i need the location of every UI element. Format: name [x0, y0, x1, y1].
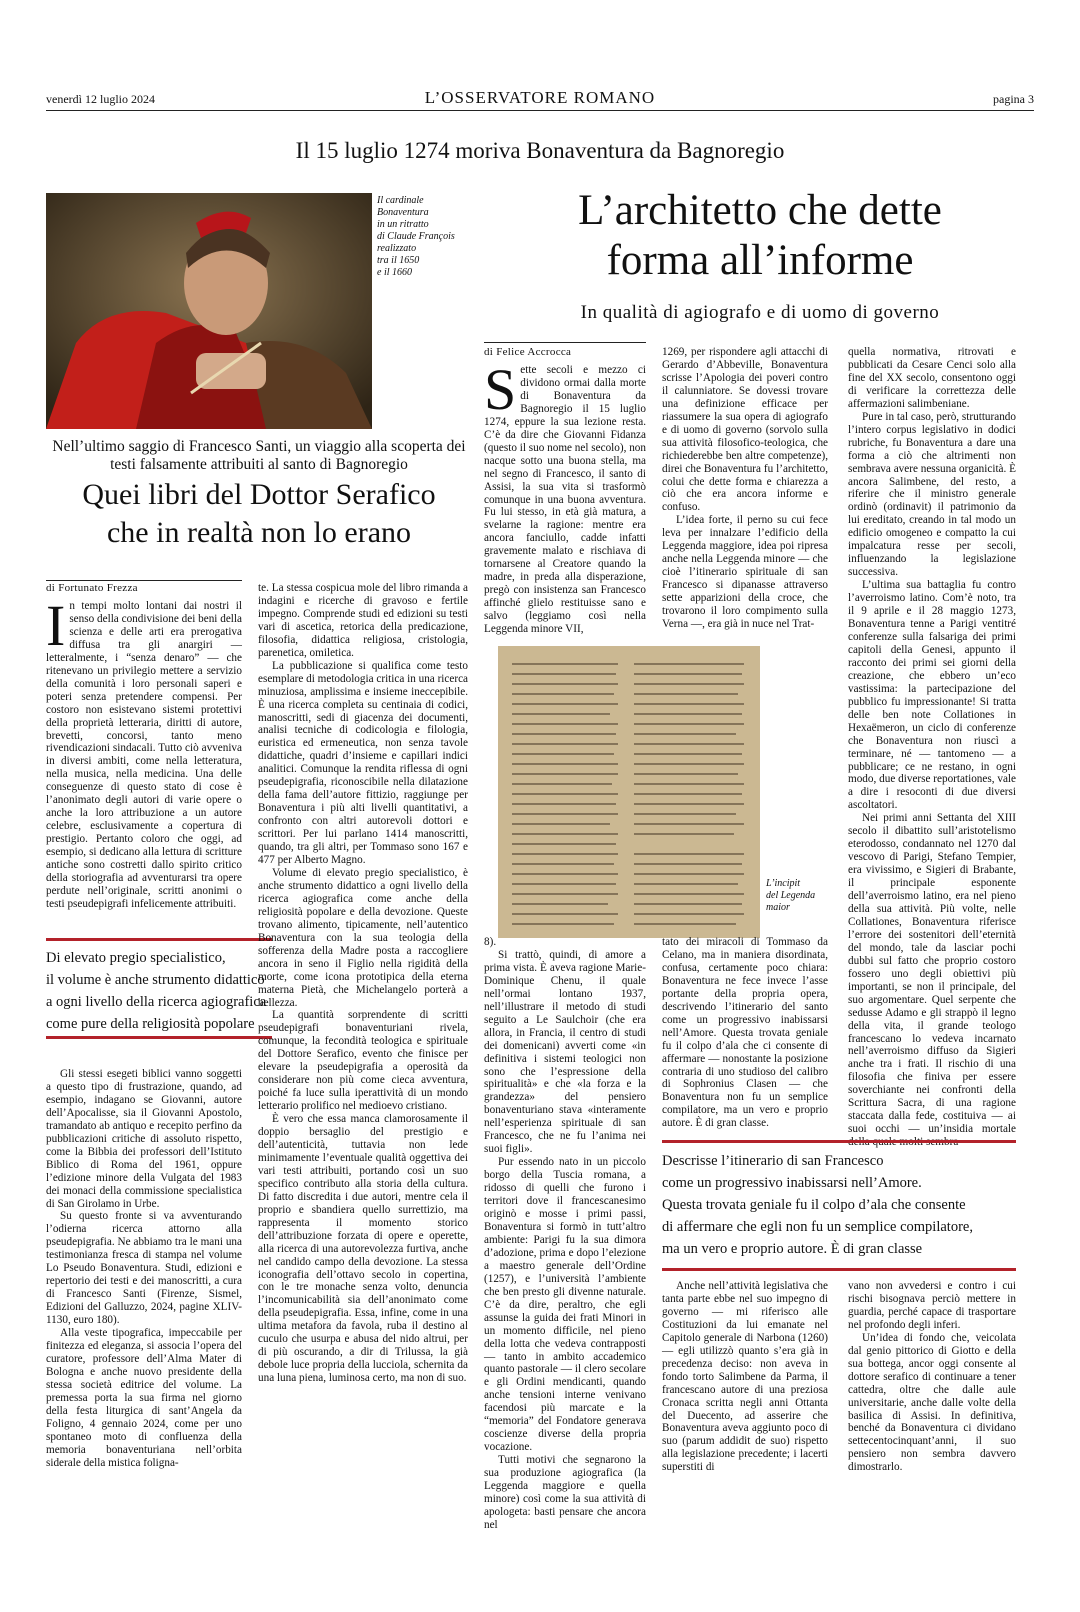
- kicker: Il 15 luglio 1274 moriva Bonaventura da Bagnoregio: [295, 138, 785, 163]
- main-bottom-col2: Anche nell’attività legislativa che tanta parte ebbe nel suo impegno di governo — mi riferisco alle Costituzioni da lui emanate nel Capitolo generale di Narbona (1260) — egli utilizzò quanto s’era già in precedenza deciso: non aveva in fondo torto Salimbene da Parma, il francescano autore di una preziosa Cronaca scritta negli anni Ottanta del Duecento, ad asserire che Bonaventura aveva aggiunto poco di suo (parum addidit de suo) rispetto alla legislazione precedente; i lacerti superstiti di: [662, 1280, 828, 1474]
- second-pull-quote: Di elevato pregio specialistico, il volume è anche strumento didattico a ogni livello della ricerca agiografica come pure della religiosità popolare: [46, 950, 267, 1032]
- main-byline-rule: [484, 342, 646, 343]
- main-col2: 1269, per rispondere agli attacchi di Gerardo d’Abbeville, Bonaventura scrisse l’Apologia dei poveri contro il calunniatore. Se dovessi trovare una definizione efficace per riassumere la sua opera di agiografo e di uomo di governo (sorvolo sulla sua attività filosofico-teologica, che richiederebbe ben altre competenze), direi che Bonaventura fu l’architetto, colui che dette forma e chiarezza a ciò che era ancora informe e confuso. L’idea forte, il perno su cui fece leva per innalzare l’edificio della Leggenda maggiore, idea poi ripresa anche nella Leggenda minore — che cioè l’itinerario spirituale di san Francesco si dipanasse attraverso sette apparizioni della croce, che trovarono il loro compimento sulla Verna —, era già in nuce nel Trat-: [662, 346, 828, 631]
- masthead: L’OSSERVATORE ROMANO: [424, 88, 656, 107]
- second-article-col1: In tempi molto lontani dai nostri il senso della condivisione dei beni della scienza e delle arti era prerogativa diffusa tra gli anargiri — letteralmente, i “senza denaro” — che ritenevano un privilegio mettere a servizio della comunità i loro personali saperi e poteri senza pretendere compensi. Per costoro non esistevano sistemi protettivi della proprietà letteraria, diritti di autore, brevetti, concorsi, tanto meno rivendicazioni sindacali. Tutto ciò avveniva in diversi ambiti, come nella letteratura, nella musica, nella medicina. Una delle conseguenze di questo stato di cose è l’anonimato degli autori di varie opere o anche la loro attribuzione a un autore celebre, esclusivamente a copertura di prestigio. Pertanto coloro che oggi, ad esempio, si dedicano alla lettura di scritture antiche sono costretti dallo spirito critico della storiografia ad avventurarsi tra opere perdute nell’originale, scritti anonimi o testi pseudepigrafi infelicemente attribuiti.: [46, 593, 242, 910]
- main-pullquote-rule-bottom: [662, 1268, 1016, 1271]
- second-article-intro: Nell’ultimo saggio di Francesco Santi, un viaggio alla scoperta dei testi falsamente attribuiti al santo di Bagnoregio: [52, 438, 466, 473]
- second-article-title: Quei libri del Dottor Serafico che in realtà non lo erano: [82, 478, 436, 549]
- dropcap: I: [46, 593, 66, 658]
- legenda-maior-manuscript: [498, 646, 760, 938]
- main-subtitle: In qualità di agiografo e di uomo di governo: [580, 302, 940, 323]
- main-col1: Sette secoli e mezzo ci dividono ormai dalla morte di Bonaventura da Bagnoregio il 15 luglio 1274, eppure la sua lezione resta. C’è da dire che Giovanni Fidanza (questo il suo nome nel secolo), non nacque sotto una buona stella, ma nel segno di Francesco, il santo di Assisi, la sua vita si trasformò comunque in una buona avventura. Fu lui stesso, in età già matura, a svelarne la ragione: mentre era ancora fanciullo, cadde infatti gravemente malato e rischiava di tornarsene al Creatore quando la madre, in preda alla disperazione, pregò con insistenza san Francesco affinché glielo restituisse sano e salvo (leggiamo così nella Leggenda minore VII,: [484, 357, 646, 636]
- second-byline: di Fortunato Frezza: [46, 582, 138, 594]
- second-article-col1-bottom: Gli stessi esegeti biblici vanno soggetti a questo tipo di frustrazione, quando, ad esempio, indagano se Giovanni, autore dell’Apocalisse, sia il Giovanni Apostolo, tramandato ab antiquo e recepito perfino da pubblicazioni critiche di assoluto rispetto, come la Bibbia dei professori dell’Istituto Biblico di Roma del 1961, oppure l’edizione minore della Vulgata del 1983 dei monaci della commissione specialistica di San Girolamo in Urbe. Su questo fronte si va avventurando l’odierna ricerca attorno alla pseudepigrafia. Ne abbiamo tra le mani una testimonianza fresca di stampa nel volume Lo Pseudo Bonaventura. Studi, edizioni e repertorio dei testi e dei manoscritti, a cura di Francesco Santi (Firenze, Sismel, Edizioni del Galluzzo, 2024, pagine XLIV-1130, euro 180). Alla veste tipografica, impeccabile per finitezza ed eleganza, si associa l’opera del curatore, professore dell’Alma Mater di Bologna e anche nuovo presidente della stessa società editrice del volume. La premessa porta la sua firma nel giorno della festa liturgica di sant’Angela da Foligno, 4 gennaio 2024, come per uno spontaneo moto di confluenza della memoria bonaventuriana nell’orbita siderale della mistica foligna-: [46, 1068, 242, 1469]
- main-col1-bottom: 8). Si trattò, quindi, di amore a prima vista. È aveva ragione Marie-Dominique Chenu, il quale nell’ormai lontano 1937, nell’illustrare il metodo di studi seguito a Le Saulchoir (che era allora, in Francia, il centro di studi dei domenicani) avverti come «in definitiva i sistemi teologici non sono che l’espressione della spiritualità» e che «la forza e la grandezza» del pensiero bonaventuriano stava «interamente nell’esperienza spirituale di san Francesco, che ne fu l’anima nei suoi figli». Pur essendo nato in un piccolo borgo della Tuscia romana, a ridosso di quelli che furono i territori dove il francescanesimo originò e mosse i primi passi, Bonaventura si formò in tutt’altro ambiente: Parigi fu la sua dimora d’adozione, prima e dopo l’elezione a maestro generale dell’Ordine (1257), e l’università l’ambiente che ben presto gli divenne naturale. C’è da dire, peraltro, che egli assunse la guida dei frati Minori in un momento difficile, nel pieno della lotta che vedeva contrapposti — tanto in ambito accademico quanto pastorale — il clero secolare e gli Ordini mendicanti, quando anche tensioni interne venivano facendosi più marcate e la “memoria” del Fondatore generava coscienze diverse della propria vocazione. Tutti motivi che segnarono la sua produzione agiografica (la Leggenda maggiore e quella minore) così come la sua attività di apologeta: basti pensare che ancora nel: [484, 936, 646, 1531]
- main-byline: di Felice Accrocca: [484, 346, 572, 358]
- byline-rule: [46, 580, 242, 581]
- bonaventura-portrait: [46, 193, 372, 429]
- main-pullquote-rule-top: [662, 1140, 1016, 1143]
- pullquote-rule-top: [46, 938, 272, 941]
- manuscript-caption: L’incipit del Legenda maior: [766, 878, 816, 913]
- main-col2-bottom: tato dei miracoli di Tommaso da Celano, ma in maniera disordinata, confusa, certamente poco chiara: Bonaventura ne fece invece l’asse portante della propria opera, descrivendo l’itinerario del santo come un progressivo inabissarsi nell’Amore. Questa trovata geniale fu il colpo d’ala che ci consente di affermare — nonostante la posizione contraria di uno studioso del calibro di Sophronius Clasen — che Bonaventura non fu un semplice compilatore, ma un vero e proprio autore. È di gran classe.: [662, 936, 828, 1130]
- second-article-col2: te. La stessa cospicua mole del libro rimanda a indagini e ricerche di gravoso e fertile impegno. Comprende studi ed edizioni su testi vari di ascetica, retorica della predicazione, filosofia, didattica religiosa, cristologia, parenetica, omiletica. La pubblicazione si qualifica come testo esemplare di metodologia critica in una ricerca minuziosa, amplissima e insieme ineccepibile. È una ricerca completa su centinaia di codici, manoscritti, sedi di giacenza dei documenti, analisi tecniche di codicologia e filologia, euristica ed ermeneutica, non senza tavole didattiche, quadri d’insieme e capillari indici analitici. Comunque la rendita riflessa di ogni pseudepigrafia, riconoscibile nella dilatazione della fama dell’autore fittizio, raggiunge per Bonaventura i più alti livelli quantitativi, a confronto con altri autorevoli dottori e scrittori. Per lui parlano 1414 manoscritti, quando, tra gli altri, per Tommaso sono 167 e 477 per Alberto Magno. Volume di elevato pregio specialistico, è anche strumento didattico a ogni livello della ricerca agiografica come anche della religiosità popolare e della devozione. Queste trovano alimento, tipicamente, nell’autentico Bonaventura con la sua teologia della sofferenza della Madre posta a raccogliere ancora in seno il Figlio nella rigidità della morte, come icona prototipica della eterna materna Pietà, che Michelangelo porterà a bellezza. La quantità sorprendente di scritti pseudepigrafi bonaventuriani rivela, comunque, la fecondità teologica e spirituale del Dottore Serafico, evento che finisce per elevare la pseudepigrafia a operosità da considerare non più come cieca avventura, poiché fa luce sulla iperattività di un mondo letterario prolifico nel medioevo cristiano. È vero che essa manca clamorosamente il doppio bersaglio del prestigio e dell’autenticità, tuttavia non lede minimamente l’eventuale qualità oggettiva dei vari testi attribuiti, portando così un suo specifico contributo alla storia della cultura. Di fatto discredita i due autori, mentre cela il proprio e sbandiera quello surrettizio, ma rappresenta il momento storico dell’attribuzione forzata di opere e operette, alla ricerca di una autorevolezza furtiva, anche nel candido campo della devozione. La stessa iconografia dell’ottavo secolo in copertina, con le tre monache senza volto, denuncia l’incomunicabilità sia dell’anonimato come della pseudepigrafia. Essa, infine, come in una ultima metafora da favola, ruba il destino al cuculo che usurpa e abusa del nido altrui, per di più oscurando, a dir di Trilussa, la già debole luce propria della lucciola, schernita da una luna piena, luminosa certo, ma non di suo.: [258, 582, 468, 1385]
- main-bottom-col3: vano non avvedersi e contro i cui rischi bisognava perciò mettere in guardia, perché capace di trasportare nel profondo degli inferi. Un’idea di fondo che, veicolata dal genio pittorico di Giotto e della sua bottega, ancor oggi consente al dottore serafico di continuare a tener cattedra, oltre che dalle aule universitarie, anche dalle volte della basilica di Assisi. In definitiva, benché da Bonaventura ci dividano settecentocinquant’anni, il suo pensiero non sembra davvero dimostrarlo.: [848, 1280, 1016, 1474]
- main-col3: quella normativa, ritrovati e pubblicati da Cesare Cenci solo alla fine del XX secolo, consentono oggi di verificare la correttezza delle affermazioni salimbeniane. Pure in tal caso, però, strutturando l’intero corpus legislativo in dodici rubriche, fu Bonaventura a dare una forma a ciò che altrimenti non sembrava avere nessuna organicità. È ancora Salimbene, del resto, a riferire che il ministro generale ordinò (ordinavit) il patrimonio da lui ereditato, creando in tal modo un edificio omogeneo e compatto la cui impalcatura resse per secoli, influenzando la legislazione successiva. L’ultima sua battaglia fu contro l’averroismo latino. Com’è noto, tra il 9 aprile e il 28 maggio 1273, Bonaventura tenne a Parigi ventitré conferenze sulla falsariga dei primi capitoli della Genesi, appunto il racconto dei primi sei giorni della creazione, che ebbero un’eco vastissima: la partecipazione del pubblico fu impressionante! Si tratta delle ben note Collationes in Hexaëmeron, un ciclo di conferenze che Bonaventura non riuscì a terminare, né — tantomeno — a pubblicare; ce ne restano, in ogni modo, due diverse reportationes, vale a dire i resoconti di due diversi ascoltatori. Nei primi anni Settanta del XIII secolo il dibattito sull’aristotelismo eterodosso, condannato nel 1270 dal vescovo di Parigi, Stefano Tempier, era vivissimo, e Sigieri di Brabante, il principale esponente dell’averroismo latino, era nel pieno della sua attività. Più volte, nelle Collationes, Bonaventura riferisce l’errore dei sostenitori dell’eternità del mondo, tale da lasciar pochi dubbi sul fatto che proprio costoro fossero uno degli obiettivi più importanti, se non il principale, del suo argomentare. Quel serpente che sedusse Adamo e gli strappò il legno della vita, il grande teologo francescano lo vedeva incarnato nell’averroismo diffuso da Sigieri anche tra i frati. Il rischio di una filosofia che finiva per essere soverchiante nei confronti della Scrittura Sacra, di una ragione staccata dalla fede, costituiva — ai suoi occhi — un’insidia mortale: [848, 346, 1016, 1136]
- main-pull-quote: Descrisse l’itinerario di san Francesco come un progressivo inabissarsi nell’Amore. Questa trovata geniale fu il colpo d’ala che consente di affermare che egli non fu un semplice compilatore, ma un vero e proprio autore. È di gran classe: [662, 1153, 973, 1257]
- header-rule: [46, 110, 1034, 111]
- portrait-caption: Il cardinale Bonaventura in un ritratto di Claude François realizzato tra il 1650 e il 1660: [377, 195, 455, 278]
- main-title: L’architetto che dette forma all’informe: [578, 187, 942, 284]
- issue-date: venerdì 12 luglio 2024: [46, 92, 155, 106]
- page-number: pagina 3: [993, 92, 1034, 106]
- pullquote-rule-bottom: [46, 1036, 272, 1039]
